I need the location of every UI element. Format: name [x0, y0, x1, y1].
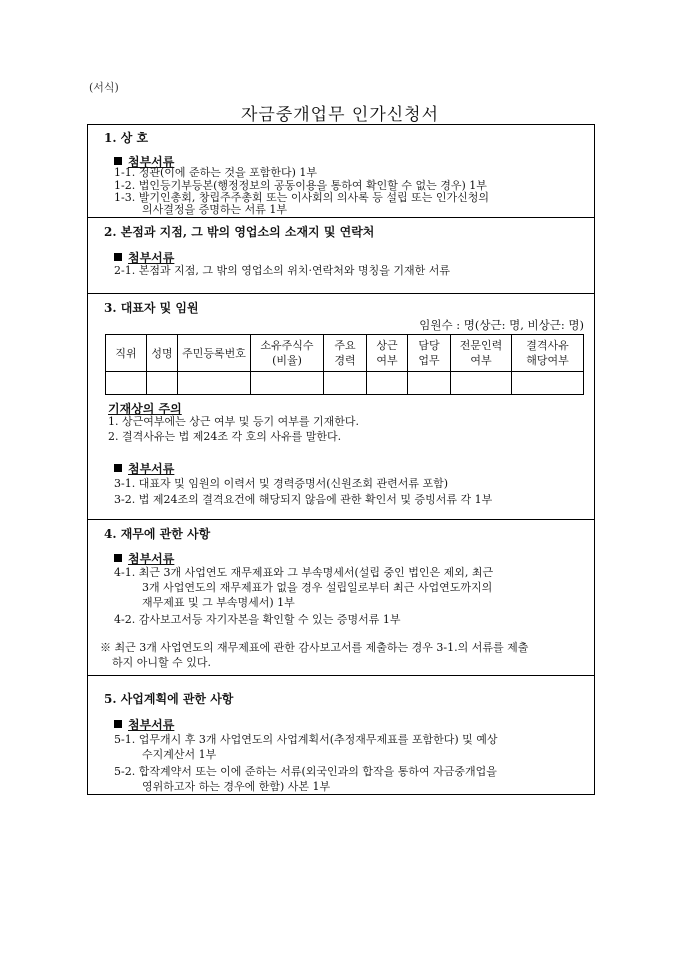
table-header-row — [106, 335, 584, 372]
section-title: 4. 재무에 관한 사항 — [104, 527, 211, 541]
attachment-item: 1-1. 정관(이에 준하는 것을 포함한다) 1부 — [114, 166, 318, 179]
table-cell[interactable] — [512, 372, 584, 395]
section-business-plan — [88, 675, 594, 795]
attachments-heading: 첨부서류 — [114, 550, 174, 567]
attachment-item: 5-2. 합작계약서 또는 이에 준하는 서류(외국인과의 합작을 통하여 자금중개업을 — [114, 765, 497, 778]
square-bullet-icon — [114, 157, 122, 165]
attachment-item-continued: 의사결정을 증명하는 서류 1부 — [142, 203, 287, 216]
col-header: 결격사유 해당여부 — [512, 335, 584, 372]
section-title: 5. 사업계획에 관한 사항 — [104, 692, 234, 706]
officers-table — [105, 334, 584, 395]
table-cell[interactable] — [178, 372, 251, 395]
caution-item: 1. 상근여부에는 상근 여부 및 등기 여부를 기재한다. — [108, 415, 359, 428]
attachments-heading: 첨부서류 — [114, 249, 174, 266]
caution-heading: 기재상의 주의 — [108, 402, 182, 416]
attachments-heading: 첨부서류 — [114, 716, 174, 733]
attachments-heading: 첨부서류 — [114, 153, 174, 170]
attachment-item: 3-2. 법 제24조의 결격요건에 해당되지 않음에 관한 확인서 및 증빙서류 각 1부 — [114, 493, 493, 506]
caution-item: 2. 결격사유는 법 제24조 각 호의 사유를 말한다. — [108, 430, 342, 443]
attachment-item: 5-1. 업무개시 후 3개 사업연도의 사업계획서(추정재무제표를 포함한다) 및 예상 — [114, 733, 498, 746]
application-form — [87, 124, 595, 795]
section-office-locations — [88, 217, 594, 293]
col-header: 직위 — [106, 335, 147, 372]
officer-count: 임원수 : 명(상근: 명, 비상근: 명) — [419, 318, 584, 332]
col-header: 상근 여부 — [367, 335, 408, 372]
attachment-item: 1-2. 법인등기부등본(행정정보의 공동이용을 통하여 확인할 수 없는 경우) 1부 — [114, 179, 487, 192]
section-finance — [88, 519, 594, 675]
document-title: 자금중개업무 인가신청서 — [240, 105, 440, 125]
section-title: 3. 대표자 및 임원 — [104, 301, 199, 315]
section-officers — [88, 293, 594, 519]
attachment-item: 4-1. 최근 3개 사업연도 재무제표와 그 부속명세서(설립 중인 법인은 제외, 최근 — [114, 566, 494, 579]
col-header: 주민등록번호 — [178, 335, 251, 372]
col-header: 담당 업무 — [408, 335, 451, 372]
col-header: 주요 경력 — [324, 335, 367, 372]
attachment-item: 2-1. 본점과 지점, 그 밖의 영업소의 위치·연락처와 명칭을 기재한 서류 — [114, 264, 450, 277]
col-header: 전문인력 여부 — [451, 335, 512, 372]
footnote: ※ 최근 3개 사업연도의 재무제표에 관한 감사보고서를 제출하는 경우 3-1.의 서류를 제출 — [100, 641, 529, 654]
col-header: 성명 — [147, 335, 178, 372]
square-bullet-icon — [114, 554, 122, 562]
section-title: 1. 상 호 — [104, 131, 149, 145]
attachment-item: 3-1. 대표자 및 임원의 이력서 및 경력증명서(신원조회 관련서류 포함) — [114, 477, 449, 490]
table-cell[interactable] — [106, 372, 147, 395]
table-cell[interactable] — [324, 372, 367, 395]
table-cell[interactable] — [147, 372, 178, 395]
square-bullet-icon — [114, 253, 122, 261]
table-row[interactable] — [106, 372, 584, 395]
attachments-heading: 첨부서류 — [114, 460, 174, 477]
footnote-continued: 하지 아니할 수 있다. — [112, 656, 211, 669]
attachment-item-continued: 수지계산서 1부 — [142, 748, 217, 761]
section-title: 2. 본점과 지점, 그 밖의 영업소의 소재지 및 연락처 — [104, 225, 375, 239]
attachment-item-continued: 영위하고자 하는 경우에 한함) 사본 1부 — [142, 780, 331, 793]
attachment-item-continued: 재무제표 및 그 부속명세서) 1부 — [142, 596, 295, 609]
square-bullet-icon — [114, 720, 122, 728]
attachment-item-continued: 3개 사업연도의 재무제표가 없을 경우 설립일로부터 최근 사업연도까지의 — [142, 581, 493, 594]
table-cell[interactable] — [367, 372, 408, 395]
square-bullet-icon — [114, 464, 122, 472]
form-label: (서식) — [89, 81, 119, 94]
attachment-item: 4-2. 감사보고서등 자기자본을 확인할 수 있는 증명서류 1부 — [114, 613, 401, 626]
attachment-item: 1-3. 발기인총회, 창립주주총회 또는 이사회의 의사록 등 설립 또는 인가신청의 — [114, 191, 489, 204]
table-cell[interactable] — [451, 372, 512, 395]
table-cell[interactable] — [408, 372, 451, 395]
section-trade-name — [88, 125, 594, 217]
table-cell[interactable] — [251, 372, 324, 395]
col-header: 소유주식수 (비율) — [251, 335, 324, 372]
